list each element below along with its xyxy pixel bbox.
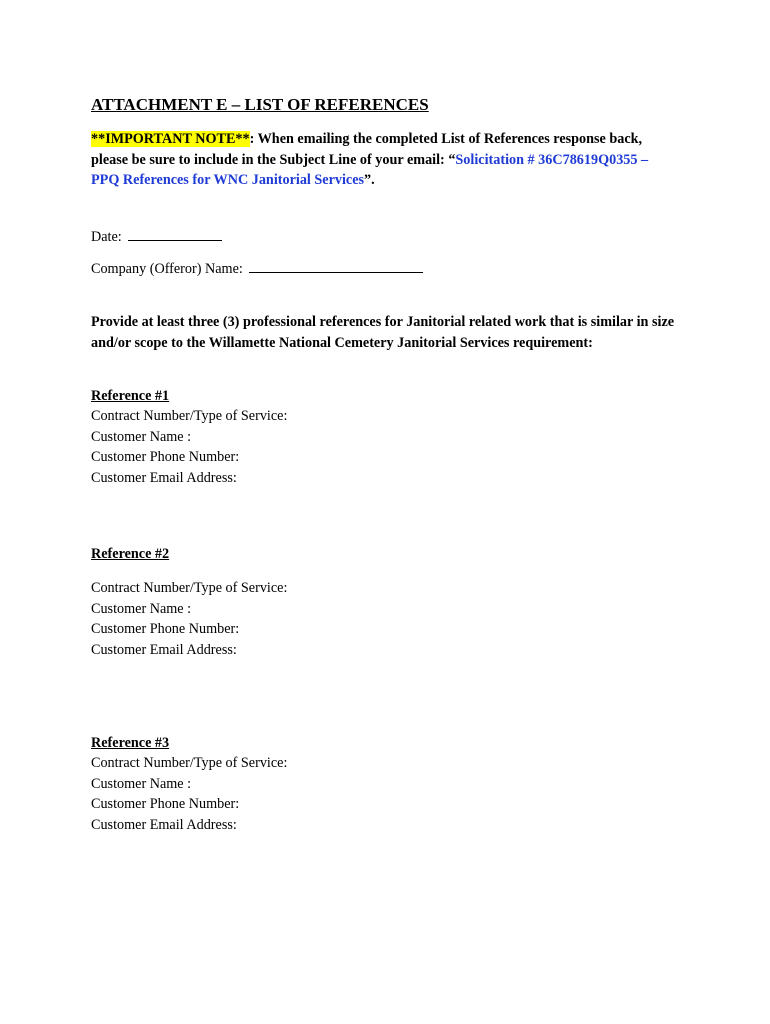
- contract-number-label: Contract Number/Type of Service:: [91, 408, 288, 424]
- important-note: [91, 129, 661, 191]
- reference-1: [91, 386, 691, 488]
- contract-number-label: Contract Number/Type of Service:: [91, 580, 288, 596]
- reference-heading: Reference #2: [91, 546, 170, 562]
- instruction-text: Provide at least three (3) professional references for Janitorial related work that is similar in size and/or scope to the Willamette National Cemetery Janitorial Services requirement:: [91, 314, 675, 351]
- important-note-label: **IMPORTANT NOTE**: [91, 131, 250, 147]
- page-title: ATTACHMENT E – LIST OF REFERENCES: [91, 95, 429, 114]
- company-name-field: [91, 258, 691, 279]
- reference-heading: Reference #3: [91, 735, 170, 751]
- important-note-text: : When emailing the completed List of References response back, please be sure to include in the Subject Line of your email: “: [91, 131, 643, 168]
- company-name-label: Company (Offeror) Name:: [91, 261, 243, 277]
- date-field: [91, 226, 691, 247]
- customer-phone-label: Customer Phone Number:: [91, 621, 240, 637]
- company-name-blank-line[interactable]: [249, 258, 423, 273]
- reference-2: [91, 544, 691, 660]
- reference-heading: Reference #1: [91, 388, 170, 404]
- important-note-end: ”.: [364, 172, 375, 188]
- reference-3: [91, 733, 691, 835]
- customer-email-label: Customer Email Address:: [91, 816, 237, 833]
- customer-name-label: Customer Name :: [91, 428, 192, 445]
- customer-name-label: Customer Name :: [91, 600, 192, 617]
- customer-name-label: Customer Name :: [91, 775, 192, 792]
- customer-email-label: Customer Email Address:: [91, 641, 237, 658]
- customer-phone-label: Customer Phone Number:: [91, 449, 240, 465]
- contract-number-label: Contract Number/Type of Service:: [91, 755, 288, 771]
- customer-phone-label: Customer Phone Number:: [91, 796, 240, 812]
- customer-email-label: Customer Email Address:: [91, 469, 237, 486]
- email-subject-text: Solicitation # 36C78619Q0355 – PPQ References for WNC Janitorial Services: [91, 151, 649, 188]
- date-blank-line[interactable]: [128, 226, 222, 241]
- date-label: Date:: [91, 229, 122, 245]
